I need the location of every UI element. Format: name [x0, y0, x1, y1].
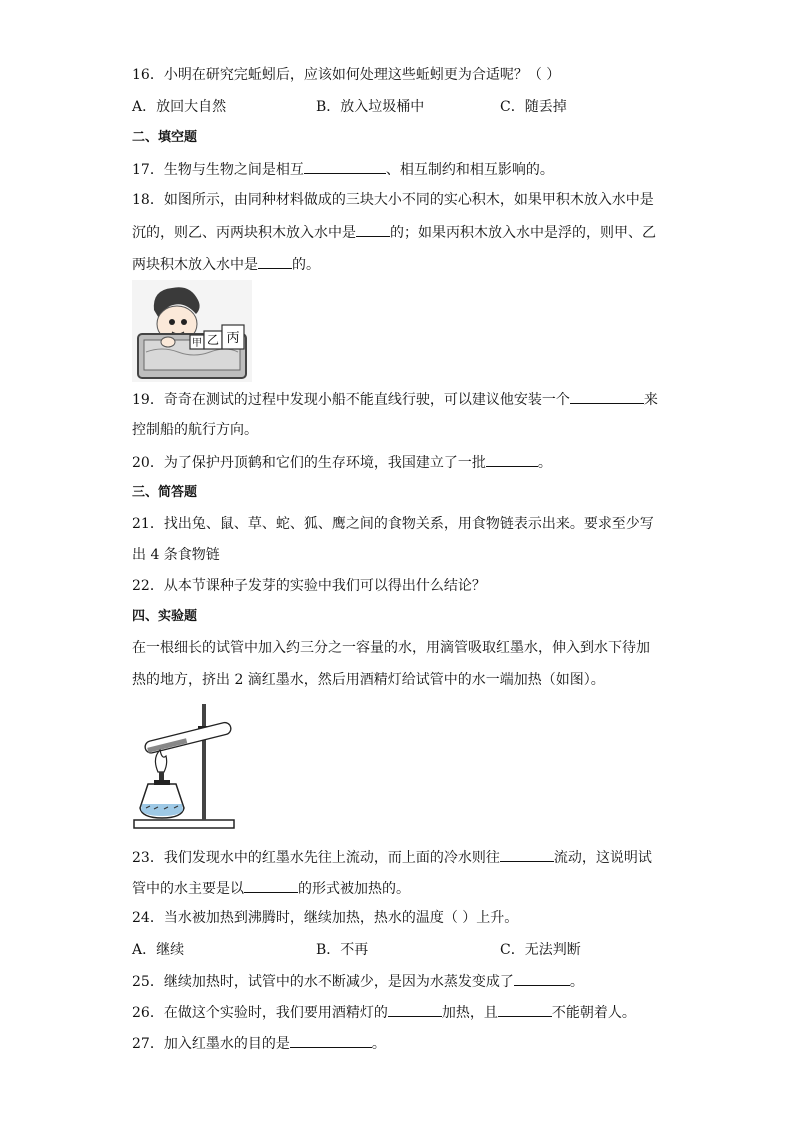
q25-blank[interactable] [514, 971, 570, 986]
q24-option-c: C．无法判断 [500, 942, 581, 958]
q18-line3-after: 的。 [292, 257, 320, 273]
block-label-yi: 乙 [206, 333, 220, 347]
q18-line2 [132, 222, 656, 243]
q26-after: 不能朝着人。 [551, 1005, 636, 1021]
q21-line1: 21．找出兔、鼠、草、蛇、狐、鹰之间的食物关系，用食物链表示出来。要求至少写 [132, 516, 654, 532]
child-eye-right [181, 319, 187, 325]
heating-figure-svg [132, 700, 244, 832]
q19-blank[interactable] [570, 389, 644, 404]
q17-before: 17．生物与生物之间是相互 [132, 162, 304, 178]
q16-option-c: C．随丢掉 [500, 99, 567, 115]
q18-line3-before: 两块积木放入水中是 [132, 257, 258, 273]
q19-line2: 控制船的航行方向。 [132, 422, 258, 438]
lamp-alcohol-liquid [141, 804, 183, 816]
q24-option-b: B．不再 [316, 942, 369, 958]
q17-blank[interactable] [304, 159, 386, 174]
stand-rod [202, 704, 206, 820]
q18-line1: 18．如图所示，由同种材料做成的三块大小不同的实心积木，如果甲积木放入水中是 [132, 192, 654, 208]
block-label-bing: 丙 [226, 331, 240, 346]
q23-line2-before: 管中的水主要是以 [132, 881, 244, 897]
q26 [132, 1002, 636, 1023]
child-hand-left [161, 337, 175, 347]
q20-after: 。 [537, 455, 552, 471]
q26-blank-1[interactable] [388, 1002, 442, 1017]
child-eye-left [169, 319, 175, 325]
q18-line3 [132, 254, 320, 275]
stand-base [134, 820, 234, 828]
q24-option-a: A．继续 [132, 942, 185, 958]
q26-before: 26．在做这个实验时，我们要用酒精灯的 [132, 1005, 388, 1021]
q16-option-b: B．放入垃圾桶中 [316, 99, 425, 115]
q20-blank[interactable] [486, 452, 538, 467]
test-tube-heating-figure [132, 700, 244, 832]
q20 [132, 452, 552, 473]
section-heading-short-answer: 三、简答题 [132, 485, 198, 500]
q19-after: 来 [643, 392, 658, 408]
blocks-in-water-figure [132, 280, 252, 382]
q27-blank[interactable] [290, 1033, 372, 1048]
q26-middle: 加热，且 [441, 1005, 498, 1021]
q20-before: 20．为了保护丹顶鹤和它们的生存环境，我国建立了一批 [132, 455, 486, 471]
q27-before: 27．加入红墨水的目的是 [132, 1036, 290, 1052]
q23-line1-before: 23．我们发现水中的红墨水先往上流动，而上面的冷水则往 [132, 850, 500, 866]
q24-text: 24．当水被加热到沸腾时，继续加热，热水的温度（ ）上升。 [132, 910, 519, 926]
section-heading-fill: 二、填空题 [132, 130, 198, 145]
q18-line2-after: 的；如果丙积木放入水中是浮的，则甲、乙 [390, 225, 656, 241]
q18-line2-before: 沉的，则乙、丙两块积木放入水中是 [132, 225, 356, 241]
q23-line2 [132, 878, 410, 899]
q23-line1-after: 流动，这说明试 [553, 850, 652, 866]
blocks-figure-svg [132, 280, 252, 382]
q23-blank-1[interactable] [500, 847, 554, 862]
lamp-neck [154, 780, 170, 785]
q18-blank-2[interactable] [258, 254, 292, 269]
q22-text: 22．从本节课种子发芽的实验中我们可以得出什么结论？ [132, 578, 486, 594]
block-label-jia: 甲 [192, 338, 202, 349]
q17 [132, 159, 554, 180]
q19-line1 [132, 389, 658, 410]
q26-blank-2[interactable] [498, 1002, 552, 1017]
experiment-intro-line2: 热的地方，挤出 2 滴红墨水，然后用酒精灯给试管中的水一端加热（如图）。 [132, 672, 605, 688]
q25-before: 25．继续加热时，试管中的水不断减少，是因为水蒸发变成了 [132, 974, 514, 990]
section-heading-experiment: 四、实验题 [132, 609, 198, 624]
experiment-intro-line1: 在一根细长的试管中加入约三分之一容量的水，用滴管吸取红墨水，伸入到水下待加 [132, 640, 650, 656]
alcohol-flame [155, 750, 166, 772]
q16-option-a: A．放回大自然 [132, 99, 227, 115]
q16-text: 16．小明在研究完蚯蚓后，应该如何处理这些蚯蚓更为合适呢？（ ） [132, 67, 561, 83]
q23-line2-after: 的形式被加热的。 [298, 881, 410, 897]
q17-after: 、相互制约和相互影响的。 [385, 162, 554, 178]
q19-before: 19．奇奇在测试的过程中发现小船不能直线行驶，可以建议他安装一个 [132, 392, 570, 408]
q21-line2: 出 4 条食物链 [132, 547, 220, 563]
q27-after: 。 [371, 1036, 386, 1052]
q18-blank-1[interactable] [356, 222, 390, 237]
q23-line1 [132, 847, 652, 868]
q25 [132, 971, 584, 992]
test-tube [144, 721, 232, 754]
q23-blank-2[interactable] [244, 878, 298, 893]
q27 [132, 1033, 386, 1054]
q25-after: 。 [569, 974, 584, 990]
